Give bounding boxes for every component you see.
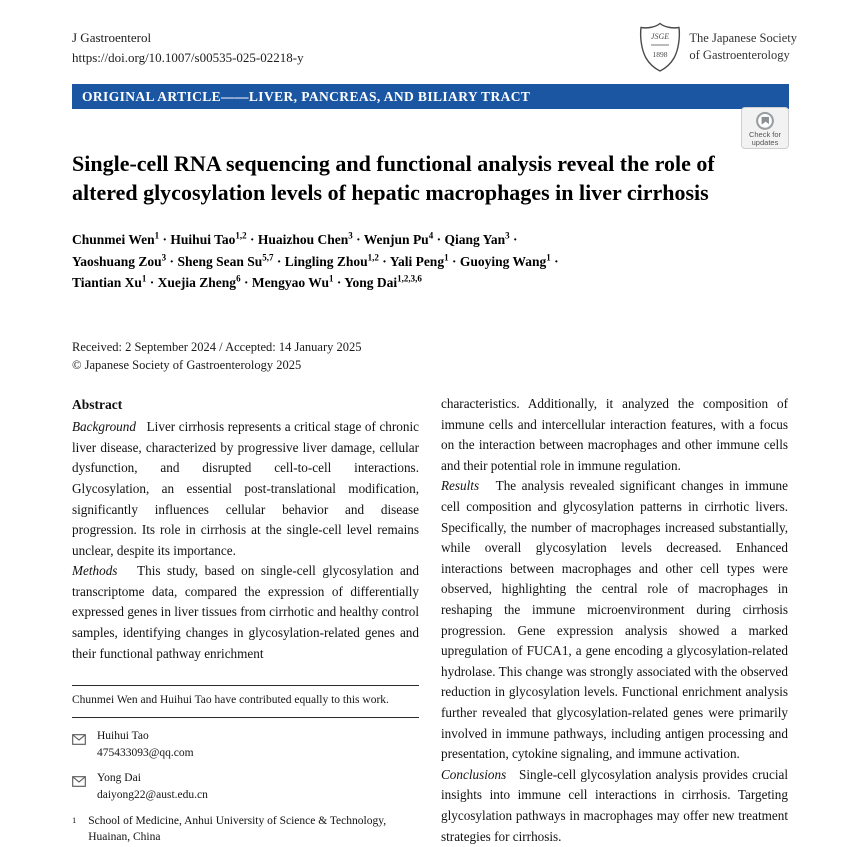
author-name: Mengyao Wu [251, 275, 329, 291]
society-name: The Japanese Society of Gastroenterology [689, 31, 797, 62]
article-dates [72, 338, 789, 374]
author-affiliation-sup: 3 [348, 230, 353, 241]
author-separator: · [273, 253, 285, 269]
doi-link[interactable]: https://doi.org/10.1007/s00535-025-02218-y [72, 49, 304, 65]
author-affiliation-sup: 3 [505, 230, 510, 241]
svg-text:JSGE: JSGE [651, 32, 670, 41]
author-separator: · [333, 275, 345, 291]
author-name: Lingling Zhou [284, 253, 368, 269]
author-affiliation-sup: 1 [154, 230, 160, 241]
author-separator: · [448, 253, 460, 269]
author-name: Guoying Wang [459, 253, 547, 269]
footnote-divider-bottom [72, 717, 419, 718]
abstract-conclusions [441, 765, 788, 847]
author-affiliation-sup: 3 [161, 252, 167, 263]
author-affiliation-sup: 5,7 [262, 252, 274, 263]
abstract-results-lead: Results [441, 478, 480, 494]
author-affiliation-sup: 1,2 [235, 230, 247, 241]
author-separator: · [433, 232, 445, 248]
envelope-icon [72, 728, 87, 761]
corresponding-author-email[interactable]: daiyong22@aust.edu.cn [97, 788, 208, 801]
abstract-results [441, 476, 788, 764]
crossmark-icon [754, 111, 776, 131]
svg-text:1898: 1898 [652, 50, 668, 59]
author-affiliation-sup: 1 [141, 273, 147, 284]
jsge-crest-icon [638, 22, 682, 72]
correspondence-entry [72, 770, 419, 803]
society-logo-block [638, 22, 797, 72]
author-affiliation-sup: 1,2 [367, 252, 379, 263]
article-type-banner: ORIGINAL ARTICLE——LIVER, PANCREAS, AND BILIARY TRACT [72, 84, 789, 109]
abstract-methods-continuation: characteristics. Additionally, it analyzed the composition of immune cells and intercellular interaction features, with a focus on the interaction between macrophages and other immune cells and their potential role in immune regulation. [441, 396, 788, 473]
right-column [441, 394, 788, 847]
author-line [72, 229, 789, 251]
author-separator: · [166, 253, 178, 269]
author-separator: · [146, 275, 158, 291]
author-name: Yong Dai [344, 275, 398, 291]
author-separator: · [378, 253, 390, 269]
footnote-block [72, 685, 419, 846]
author-separator: · [352, 232, 364, 248]
copyright-line: © Japanese Society of Gastroenterology 2025 [72, 357, 302, 372]
abstract-background [72, 417, 419, 561]
check-for-updates-badge[interactable] [741, 107, 789, 149]
author-name: Qiang Yan [444, 232, 506, 248]
author-separator: · [509, 232, 518, 248]
author-affiliation-sup: 1 [444, 252, 449, 263]
abstract-methods [72, 561, 419, 664]
author-list [72, 229, 789, 294]
author-name: Yaoshuang Zou [72, 253, 162, 269]
corresponding-author-name: Yong Dai [97, 772, 141, 785]
check-for-updates-label: Check for updates [748, 129, 782, 148]
author-affiliation-sup: 1 [546, 252, 551, 263]
envelope-icon [72, 770, 87, 803]
abstract-methods-text: This study, based on single-cell glycosylation and transcriptome data, compared the expression of differentially expressed genes in liver tissues from cirrhotic and healthy control samples, identifying changes in glycosylation-related genes and their functional pathway enrichment [72, 563, 419, 661]
author-separator: · [246, 232, 258, 248]
author-name: Sheng Sean Su [177, 253, 263, 269]
author-separator: · [159, 232, 171, 248]
correspondence-entry [72, 728, 419, 761]
abstract-background-lead: Background [72, 419, 136, 435]
author-name: Xuejia Zheng [157, 275, 237, 291]
affiliation-entry [72, 813, 419, 846]
abstract-background-text: Liver cirrhosis represents a critical stage of chronic liver disease, characterized by progressive liver damage, cellular dysfunction, and disrupted cell-to-cell interactions. Glycosylation, an essential post-translational modification, significantly influences cellular behavior and disease progression. Its role in cirrhosis at the single-cell level remains unclear, despite its importance. [72, 419, 419, 558]
author-line [72, 251, 789, 273]
abstract-conclusions-text: Single-cell glycosylation analysis provides crucial insights into immune cell interactions in cirrhosis. Targeting glycosylation pathways in macrophages may offer new treatment strategies for cirrhosis. [441, 766, 788, 844]
abstract-results-text: The analysis revealed significant changes in immune cell composition and glycosylation patterns in cirrhotic livers. Specifically, the number of macrophages increased substantially, while overall glycosylation levels decreased. Enhanced interactions between macrophages and other cell types were observed, highlighting the central role of macrophages in reshaping the immune microenvironment during cirrhosis progression. Gene expression analysis showed a marked upregulation of FUCA1, a gene encoding a glycosylation-related hydrolase. This change was strongly associated with the observed reduction in glycosylation levels. Functional enrichment analysis further revealed that glycosylation-related genes were primarily involved in immune pathways, including antigen processing and presentation, cytokine signaling, and immune activation. [441, 478, 789, 762]
author-name: Chunmei Wen [72, 232, 155, 248]
corresponding-author-name: Huihui Tao [97, 729, 149, 742]
author-name: Huaizhou Chen [257, 232, 349, 248]
article-title: Single-cell RNA sequencing and functional analysis reveal the role of altered glycosylation levels of hepatic macrophages in liver cirrhosis [72, 151, 715, 206]
author-name: Huihui Tao [170, 232, 236, 248]
author-name: Wenjun Pu [363, 232, 429, 248]
equal-contribution-note: Chunmei Wen and Huihui Tao have contributed equally to this work. [72, 694, 389, 707]
author-name: Yali Peng [389, 253, 445, 269]
affiliation-text: School of Medicine, Anhui University of Science & Technology, Huainan, China [88, 814, 387, 844]
author-separator: · [550, 253, 559, 269]
author-affiliation-sup: 1 [328, 273, 334, 284]
abstract-heading: Abstract [72, 397, 123, 413]
abstract-conclusions-lead: Conclusions [441, 766, 507, 782]
author-affiliation-sup: 1,2,3,6 [397, 273, 422, 284]
author-affiliation-sup: 6 [236, 273, 241, 284]
affiliation-number: 1 [72, 814, 77, 825]
author-affiliation-sup: 4 [428, 230, 434, 241]
left-column [72, 394, 419, 847]
corresponding-author-email[interactable]: 475433093@qq.com [97, 746, 194, 759]
received-accepted: Received: 2 September 2024 / Accepted: 14 January 2025 [72, 339, 362, 354]
author-name: Tiantian Xu [72, 275, 142, 291]
journal-header [72, 28, 797, 72]
correspondence-list [72, 728, 419, 804]
abstract-methods-lead: Methods [72, 563, 118, 579]
author-line [72, 272, 789, 294]
author-separator: · [240, 275, 252, 291]
abstract-columns [72, 394, 789, 847]
journal-name: J Gastroenterol [72, 30, 152, 45]
